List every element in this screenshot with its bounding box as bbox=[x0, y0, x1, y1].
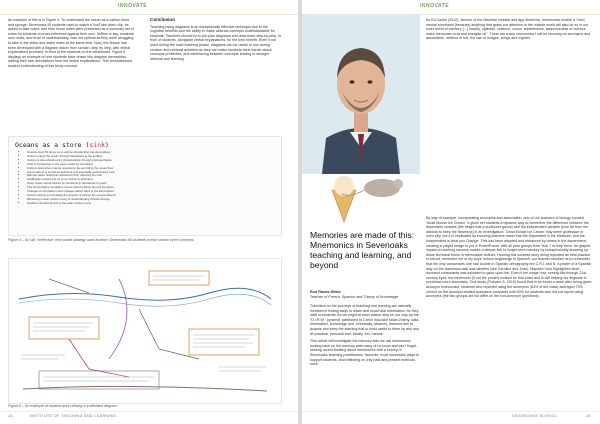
annotation-box bbox=[149, 271, 209, 285]
right-footer bbox=[302, 411, 600, 420]
article-paragraph: Travellers on the journeys of teaching and learning are naturally invested in finding ways to retain and recall vital information, be they staff or students. As we might at each station stop on our way up the "D.I.R.W." pyramid, (attributed to Czech educator Milan Zeleny: data, information, knowledge and, eventually, wisdom), learners aim to acquire and keep the learning that is most useful to them by any and all practical, personal and, ideally, fun, means. bbox=[310, 304, 420, 336]
author-role: Teacher of French, Spanish and Theory of Knowledge bbox=[310, 294, 399, 299]
figure-4-text-notes bbox=[8, 136, 282, 236]
figure-5-student-diagram bbox=[8, 258, 282, 404]
byline bbox=[310, 290, 420, 299]
arrow-path bbox=[69, 339, 129, 377]
mouse-head bbox=[393, 179, 403, 189]
right-page-number: 15 bbox=[586, 414, 591, 418]
annotation-box bbox=[189, 329, 259, 355]
right-col-a bbox=[310, 304, 420, 370]
author-photo bbox=[302, 14, 420, 174]
figure-4-list-item: • CO2 is transported to the deep ocean by circulation bbox=[27, 163, 277, 167]
figure-4-list-item: • The thermohaline circulation moves stored carbon around the globe bbox=[27, 186, 277, 190]
left-page bbox=[0, 0, 298, 424]
right-page bbox=[302, 0, 600, 424]
left-eye bbox=[350, 80, 355, 83]
figure-4-list-item: • Some carbon is stored as sediment and eventually sedimentary rock bbox=[27, 171, 277, 175]
figure-4-list-item: • Carbon is also absorbed by phytoplankton through photosynthesis bbox=[27, 159, 277, 163]
figure-5-caption: Figure 5 – An example of student work utilising a scaffolded diagram. bbox=[8, 404, 118, 408]
student-diagram-drawing bbox=[9, 259, 281, 403]
figure-4-bullet-list bbox=[19, 151, 277, 206]
left-footer bbox=[0, 411, 298, 420]
arrow-path bbox=[109, 279, 127, 359]
left-header bbox=[0, 0, 298, 15]
article-title: Memories are made of this: Mnemonics in Sevenoaks teaching and learning, and beyond bbox=[310, 230, 415, 270]
right-header-label: INNOVATE bbox=[420, 3, 450, 9]
annotation-box bbox=[29, 317, 99, 339]
figure-4-list-item: • Monitoring ocean carbon is key to understanding climate change bbox=[27, 198, 277, 202]
figure-4-list-item: • Changes to circulation could release carbon back to the atmosphere bbox=[27, 190, 277, 194]
conclusion-paragraph: Teaching using diagrams is an exceptionally effective technique due to the cognitive benefits and the ability to make abstract concepts understandable for students. Teachers should try to pre-plan diagrams and draw them step-by-step, in front of students, alongside verbal explanations, for the best benefit. Even if not used during the main teaching phase, diagrams can be useful to use during revision and retrieval activities as they can make students think harder about concepts presented, and interleaving between concepts leading to stronger retrieval and learning. bbox=[150, 24, 281, 61]
figure-4-list-item: • Human activity is increasing the amount of carbon the oceans absorb bbox=[27, 194, 277, 198]
article-paragraph: This article will investigate the memory aids we call mnemonics: looking back on the memory aids many of us know and can't forget, sharing recent thinking about mnemonics with a survey of Sevenoaks teaching practitioners' favourite, most successful ways to support students, and reflecting on why past and present methods work. bbox=[310, 339, 420, 367]
figure-4-title: Oceans as a store (sink) bbox=[15, 141, 109, 149]
figure-4-list-item: • Warmer water holds less dissolved CO2, reducing the sink bbox=[27, 174, 277, 178]
figure-4-caption: Figure 4 – An old, ineffective, text based strategy used to teach Sevenoaks IB students ocean carbon cycle concepts. bbox=[8, 238, 195, 242]
article-paragraph: As Ed Cooke (2012), director of the Memrise website and app observes, mnemonics enable a "vivid mental shorthand [because] anything that grabs our attention in the outside world will also do so in our inner world of memory. [...] beauty, ugliness, violence, colour, sublimeness, salaciousness or humour make memories vivid and energise us". There are many mnemonics I will be focusing on acronyms and association, method of loci, the use of images, songs and rhymes. bbox=[426, 18, 591, 41]
sea-floor-line bbox=[23, 386, 267, 391]
author-portrait-drawing bbox=[302, 14, 420, 174]
right-col-b2 bbox=[426, 216, 592, 302]
arrow-path bbox=[139, 309, 199, 359]
figure-4-list-item: • Students should link this to the wider carbon cycle bbox=[27, 202, 277, 206]
left-col-1 bbox=[8, 18, 136, 72]
handwriting-scribbles bbox=[21, 276, 267, 381]
ice-cream-scoop bbox=[334, 176, 354, 196]
left-paragraph: An example of this is in Figure 4. To understand the ocean as a carbon store and sponge, Sevenoaks IB students used to watch a YouTube video clip, be asked to take notes, and then those notes were presented as a summary set of notes for students to cross-reference against their own. Suffice to say, students' own notes, and level of understanding, was not optimal as they were struggling to take in the video and make notes at the same time. Now, this lesson has been developed with a diagram drawn from scratch, step by step, with verbal explanations provided, in front of the students on the whiteboard. Figure 5 displays an example of how students have drawn this diagram themselves, adding their own annotations from the verbal explanations. This revolutionised student understanding of this tricky concept. bbox=[8, 18, 135, 68]
figure-4-list-item: • Carbon sinks when marine organisms die and fall to the ocean floor bbox=[27, 167, 277, 171]
right-eye bbox=[368, 80, 373, 83]
right-header bbox=[302, 0, 600, 15]
conclusion-heading: Conclusion bbox=[150, 17, 176, 22]
figure-4-list-item: • Deep ocean stores carbon for hundreds to thousands of years bbox=[27, 182, 277, 186]
author-name: Rod Rands-Webb bbox=[310, 290, 341, 294]
right-col-b bbox=[426, 18, 592, 44]
left-page-number: 14 bbox=[8, 414, 13, 418]
figure-4-list-item: • Carbon enters the ocean through dissolution at the surface bbox=[27, 155, 277, 159]
left-header-label: INNOVATE bbox=[118, 3, 148, 9]
right-footer-title: SEVENOAKS SCHOOL bbox=[512, 414, 558, 418]
dead-mouse-ice-cream-illustration bbox=[312, 168, 416, 224]
article-paragraph: By way of example, incorporating acronyms and association, one of our teachers of biology created 'Dead Mouse Ice Cream'. It gives her students a dynamic way to remember the difference between the dependent variable (the height that a sunflower grows) and the independent variable (how far from the window to keep the flowerpot) in an investigation. 'Dead Mouse Ice Cream' may seem grotesque or even silly, but it is vindicated by ensuring learners retain that the Dependent is the Measure, and the Independent is what you Change. This has been adopted and enhanced by others in the department, creating a playful image to put in PowerPoints, with all year groups from Year 7 to help them. Its graphic impact on working memory makes a deeper link to longer-term memory by metaphorically dressing up those technical terms in memorable clothes. Hearing this success story being repeated as best practice in school, reminded me of my boys' school beginnings in Spanish: our teacher needled us to remember that the only consonants one can double in Spanish orthography are C,R,L and N. A poster of a Spanish lady on the classroom wall was labelled (she Caroline and Juan) 'Hispanic' who highlighted other incorrect consonants was exhorted to gave upon her. Even if we cringe now, seeing this through 21st-century eyes, the mnemonic (if not the poster) worked for that class and is still helping our linguists to proofread more accurately. One study (Putnam, A. 2015) found that in an exam a week after being given acronym mnemonics, students who reported using the acronyms (64% of the class) averaged 70% correct on the acronym-related questions compared with 53% for students who did not report using acronyms (the two groups did not differ on the non-acronym questions). bbox=[426, 216, 592, 299]
figure-4-list-item: • Acidification lowers pH as more carbon is absorbed bbox=[27, 178, 277, 182]
arrow-path bbox=[49, 279, 89, 293]
left-footer-title: INSTITUTE OF TEACHING AND LEARNING bbox=[30, 414, 117, 418]
left-col-2 bbox=[150, 18, 282, 64]
figure-4-list-item: • Oceans store 50 times more carbon dioxide than the atmosphere bbox=[27, 151, 277, 155]
